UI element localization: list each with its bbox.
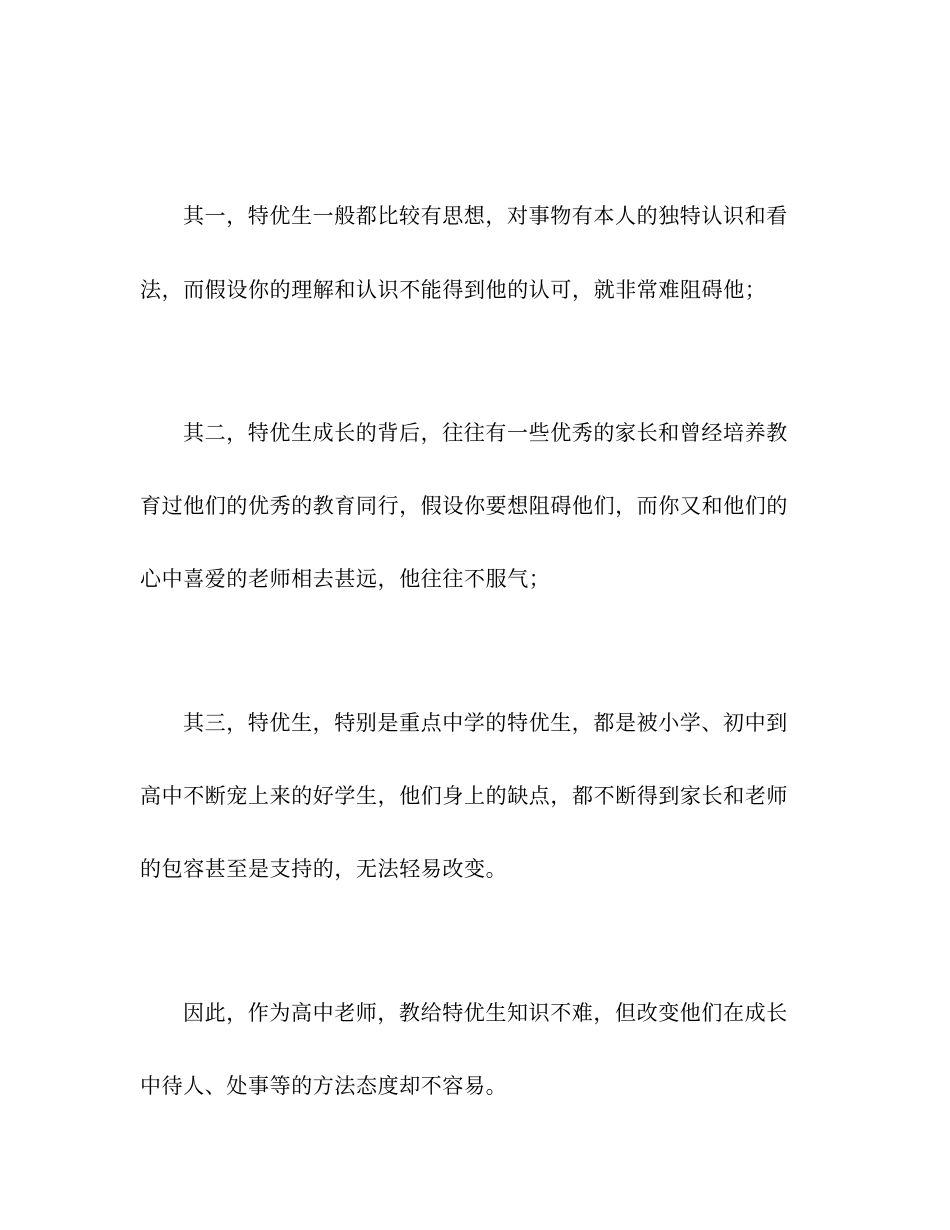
paragraph-line: 其一，特优生一般都比较有思想，对事物有本人的独特认识和看 [183,204,788,228]
paragraph-line: 高中不断宠上来的好学生，他们身上的缺点，都不断得到家长和老师 [140,784,788,808]
paragraph-line: 法，而假设你的理解和认识不能得到他的认可，就非常难阻碍他； [140,278,767,302]
paragraph-line: 因此，作为高中老师，教给特优生知识不难，但改变他们在成长 [183,1001,788,1025]
paragraph-line: 其二，特优生成长的背后，往往有一些优秀的家长和曾经培养教 [183,421,788,445]
paragraph-line: 育过他们的优秀的教育同行，假设你要想阻碍他们，而你又和他们的 [140,494,788,518]
paragraph-line: 中待人、处事等的方法态度却不容易。 [140,1074,508,1098]
paragraph-line: 其三，特优生，特别是重点中学的特优生，都是被小学、初中到 [183,711,788,735]
paragraph-line: 的包容甚至是支持的，无法轻易改变。 [140,857,508,881]
paragraph-line: 心中喜爱的老师相去甚远，他往往不服气； [140,567,551,591]
